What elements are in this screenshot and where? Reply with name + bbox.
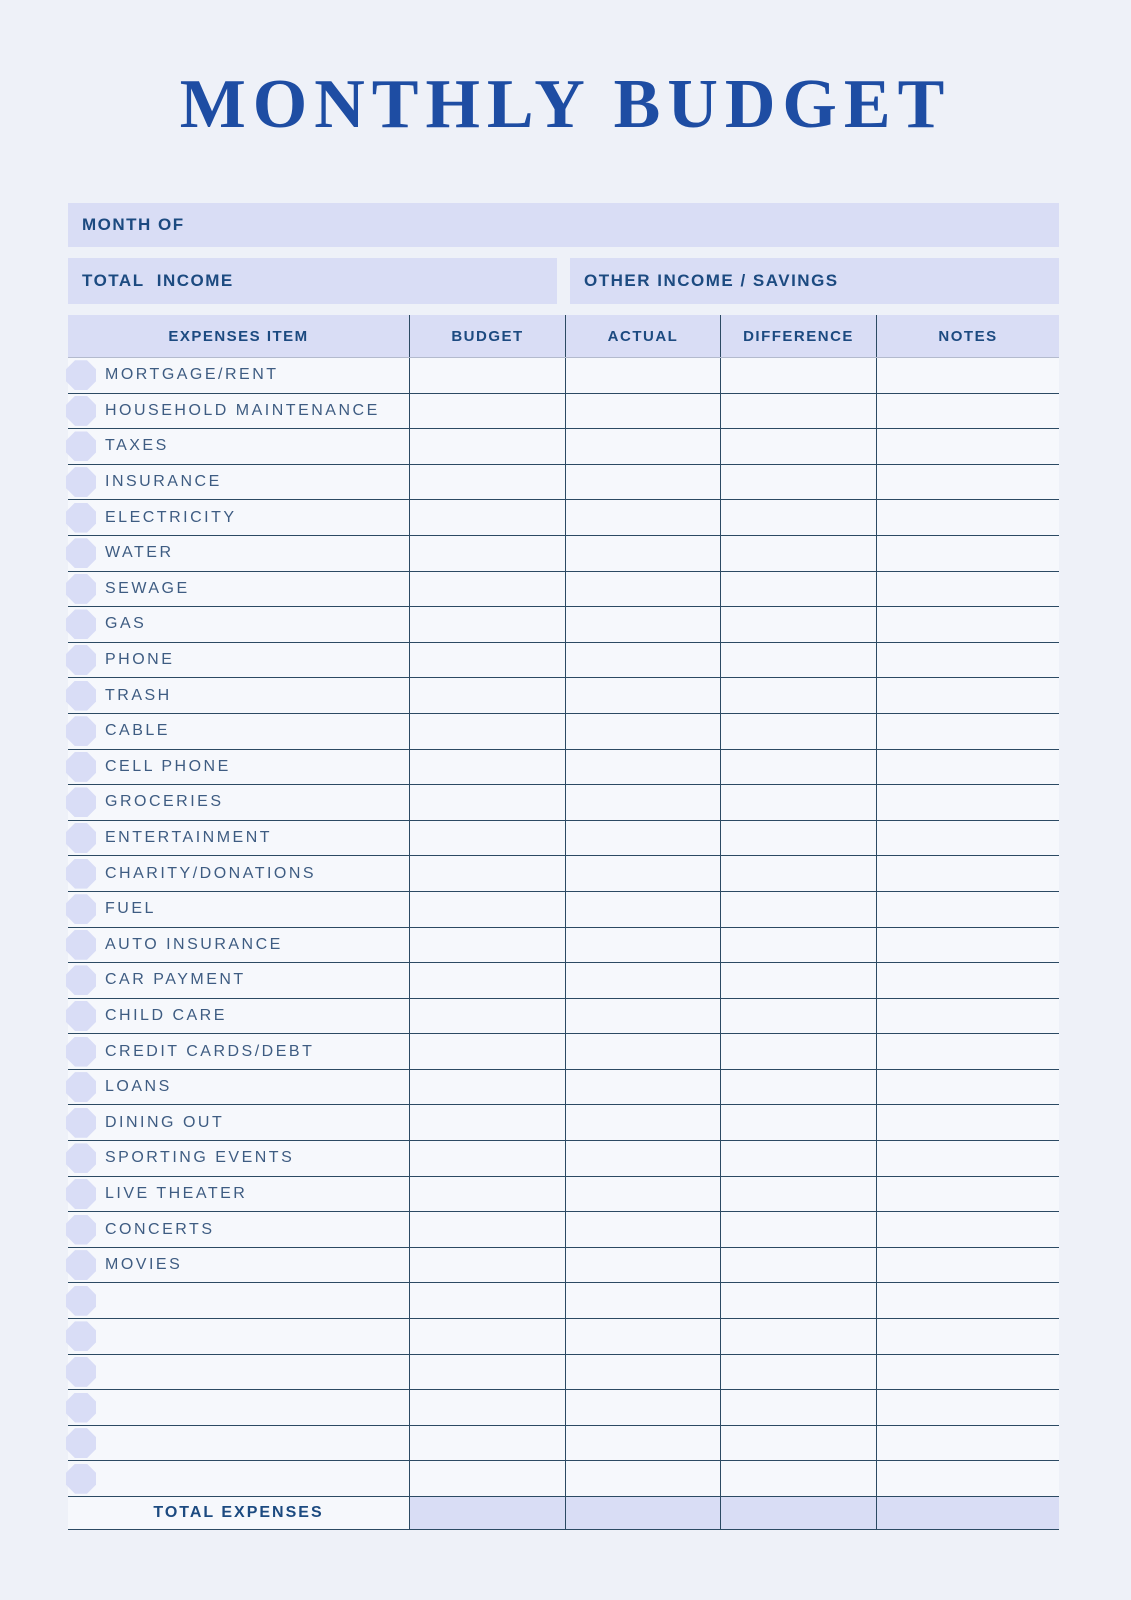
expense-item-label: FUEL xyxy=(105,900,156,918)
difference-cell[interactable] xyxy=(720,1070,876,1105)
actual-cell[interactable] xyxy=(565,1461,720,1496)
actual-cell[interactable] xyxy=(565,999,720,1034)
bullet-icon xyxy=(66,431,96,461)
actual-cell[interactable] xyxy=(565,892,720,927)
budget-cell[interactable] xyxy=(409,643,565,678)
notes-cell[interactable] xyxy=(876,1177,1059,1212)
notes-cell[interactable] xyxy=(876,821,1059,856)
table-row xyxy=(68,785,1059,821)
total-income-label: TOTAL INCOME xyxy=(82,271,234,290)
actual-cell[interactable] xyxy=(565,1355,720,1390)
difference-cell[interactable] xyxy=(720,358,876,393)
expense-item-cell xyxy=(68,1355,409,1390)
difference-cell[interactable] xyxy=(720,856,876,891)
budget-cell[interactable] xyxy=(409,465,565,500)
actual-cell[interactable] xyxy=(565,928,720,963)
bullet-icon xyxy=(66,787,96,817)
expense-item-label: CAR PAYMENT xyxy=(105,971,246,989)
actual-cell[interactable] xyxy=(565,714,720,749)
budget-cell[interactable] xyxy=(409,607,565,642)
expense-item-cell xyxy=(68,678,409,713)
budget-cell[interactable] xyxy=(409,1141,565,1176)
actual-cell[interactable] xyxy=(565,750,720,785)
total-income-bar xyxy=(68,258,557,304)
bullet-icon xyxy=(66,396,96,426)
budget-cell[interactable] xyxy=(409,821,565,856)
expense-item-label: TRASH xyxy=(105,686,172,704)
budget-cell[interactable] xyxy=(409,429,565,464)
actual-cell[interactable] xyxy=(565,1319,720,1354)
budget-cell[interactable] xyxy=(409,1070,565,1105)
expense-item-cell xyxy=(68,1034,409,1069)
table-row xyxy=(68,892,1059,928)
expense-item-label: CELL PHONE xyxy=(105,757,231,775)
table-row xyxy=(68,1461,1059,1497)
actual-cell[interactable] xyxy=(565,536,720,571)
actual-cell[interactable] xyxy=(565,465,720,500)
column-header-notes: NOTES xyxy=(876,315,1059,357)
difference-cell[interactable] xyxy=(720,1248,876,1283)
difference-cell[interactable] xyxy=(720,607,876,642)
budget-cell[interactable] xyxy=(409,358,565,393)
bullet-icon xyxy=(66,965,96,995)
table-row xyxy=(68,928,1059,964)
actual-cell[interactable] xyxy=(565,1283,720,1318)
actual-cell[interactable] xyxy=(565,607,720,642)
budget-cell[interactable] xyxy=(409,1461,565,1496)
budget-cell[interactable] xyxy=(409,1390,565,1425)
expense-item-label: CABLE xyxy=(105,722,170,740)
notes-cell[interactable] xyxy=(876,1283,1059,1318)
table-row xyxy=(68,750,1059,786)
difference-cell[interactable] xyxy=(720,1141,876,1176)
actual-cell[interactable] xyxy=(565,429,720,464)
expense-item-cell xyxy=(68,1070,409,1105)
difference-cell[interactable] xyxy=(720,1105,876,1140)
notes-cell[interactable] xyxy=(876,1390,1059,1425)
notes-cell[interactable] xyxy=(876,643,1059,678)
expense-item-cell xyxy=(68,358,409,393)
expense-item-label: AUTO INSURANCE xyxy=(105,935,283,953)
expense-item-label: CHILD CARE xyxy=(105,1006,227,1024)
notes-cell[interactable] xyxy=(876,572,1059,607)
expense-item-cell xyxy=(68,821,409,856)
table-row xyxy=(68,714,1059,750)
total-expenses-label: TOTAL EXPENSES xyxy=(153,1504,324,1521)
notes-cell[interactable] xyxy=(876,1034,1059,1069)
page-title: MONTHLY BUDGET xyxy=(179,66,952,143)
bullet-icon xyxy=(66,1143,96,1173)
expense-item-cell xyxy=(68,607,409,642)
table-row xyxy=(68,1426,1059,1462)
expense-item-cell xyxy=(68,1177,409,1212)
bullet-icon xyxy=(66,1179,96,1209)
budget-cell[interactable] xyxy=(409,963,565,998)
notes-cell[interactable] xyxy=(876,714,1059,749)
notes-cell[interactable] xyxy=(876,536,1059,571)
budget-cell[interactable] xyxy=(409,785,565,820)
expense-item-label: ENTERTAINMENT xyxy=(105,829,273,847)
difference-cell[interactable] xyxy=(720,572,876,607)
difference-cell[interactable] xyxy=(720,821,876,856)
notes-cell[interactable] xyxy=(876,1461,1059,1496)
difference-cell[interactable] xyxy=(720,1355,876,1390)
difference-cell[interactable] xyxy=(720,1319,876,1354)
difference-cell[interactable] xyxy=(720,394,876,429)
table-row xyxy=(68,1355,1059,1391)
table-header-row xyxy=(68,315,1059,358)
other-income-savings-bar xyxy=(570,258,1059,304)
total-expenses-label-cell xyxy=(68,1497,409,1529)
bullet-icon xyxy=(66,609,96,639)
expense-item-cell xyxy=(68,465,409,500)
expense-item-cell xyxy=(68,1461,409,1496)
expense-item-label: PHONE xyxy=(105,651,175,669)
table-row xyxy=(68,500,1059,536)
difference-cell[interactable] xyxy=(720,999,876,1034)
notes-cell[interactable] xyxy=(876,785,1059,820)
difference-cell[interactable] xyxy=(720,536,876,571)
actual-cell[interactable] xyxy=(565,963,720,998)
expense-item-cell xyxy=(68,1426,409,1461)
notes-cell[interactable] xyxy=(876,1105,1059,1140)
expense-item-cell xyxy=(68,429,409,464)
expense-item-cell xyxy=(68,1212,409,1247)
expense-item-label: MOVIES xyxy=(105,1256,183,1274)
difference-cell[interactable] xyxy=(720,465,876,500)
difference-cell[interactable] xyxy=(720,500,876,535)
total-income-input[interactable] xyxy=(234,258,557,304)
expense-item-label: TAXES xyxy=(105,437,169,455)
table-row xyxy=(68,394,1059,430)
budget-cell[interactable] xyxy=(409,714,565,749)
table-body xyxy=(68,358,1059,1497)
table-row xyxy=(68,856,1059,892)
table-row xyxy=(68,572,1059,608)
budget-cell[interactable] xyxy=(409,999,565,1034)
bullet-icon xyxy=(66,1464,96,1494)
table-row xyxy=(68,821,1059,857)
notes-cell[interactable] xyxy=(876,607,1059,642)
budget-cell[interactable] xyxy=(409,1034,565,1069)
difference-cell[interactable] xyxy=(720,1283,876,1318)
expense-item-label: LIVE THEATER xyxy=(105,1184,248,1202)
bullet-icon xyxy=(66,360,96,390)
notes-cell[interactable] xyxy=(876,358,1059,393)
actual-cell[interactable] xyxy=(565,643,720,678)
bullet-icon xyxy=(66,1215,96,1245)
column-header-difference: DIFFERENCE xyxy=(720,315,876,357)
actual-cell[interactable] xyxy=(565,500,720,535)
difference-cell[interactable] xyxy=(720,785,876,820)
actual-cell[interactable] xyxy=(565,358,720,393)
month-of-bar xyxy=(68,203,1059,247)
expense-item-label: GROCERIES xyxy=(105,793,224,811)
table-row xyxy=(68,1141,1059,1177)
expense-item-label: DINING OUT xyxy=(105,1113,225,1131)
other-income-savings-label: OTHER INCOME / SAVINGS xyxy=(584,271,839,290)
table-row xyxy=(68,963,1059,999)
actual-cell[interactable] xyxy=(565,1426,720,1461)
actual-cell[interactable] xyxy=(565,1141,720,1176)
difference-cell[interactable] xyxy=(720,1034,876,1069)
bullet-icon xyxy=(66,681,96,711)
expense-item-label: GAS xyxy=(105,615,147,633)
notes-cell[interactable] xyxy=(876,1248,1059,1283)
expenses-table xyxy=(68,315,1059,1530)
expense-item-cell xyxy=(68,500,409,535)
actual-cell[interactable] xyxy=(565,1070,720,1105)
table-row xyxy=(68,1248,1059,1284)
bullet-icon xyxy=(66,1321,96,1351)
table-row xyxy=(68,643,1059,679)
expense-item-cell xyxy=(68,1283,409,1318)
expense-item-label: SPORTING EVENTS xyxy=(105,1149,295,1167)
expense-item-cell xyxy=(68,999,409,1034)
expense-item-cell xyxy=(68,1141,409,1176)
expense-item-cell xyxy=(68,750,409,785)
budget-cell[interactable] xyxy=(409,928,565,963)
bullet-icon xyxy=(66,1250,96,1280)
bullet-icon xyxy=(66,859,96,889)
table-row xyxy=(68,358,1059,394)
total-notes-cell[interactable] xyxy=(876,1497,1059,1529)
actual-cell[interactable] xyxy=(565,1105,720,1140)
month-of-label: MONTH OF xyxy=(82,215,185,234)
bullet-icon xyxy=(66,1001,96,1031)
expense-item-label: CONCERTS xyxy=(105,1220,215,1238)
other-income-savings-input[interactable] xyxy=(839,258,1059,304)
expense-item-cell xyxy=(68,643,409,678)
table-row xyxy=(68,999,1059,1035)
actual-cell[interactable] xyxy=(565,785,720,820)
bullet-icon xyxy=(66,823,96,853)
expense-item-label: HOUSEHOLD MAINTENANCE xyxy=(105,401,380,419)
expense-item-label: ELECTRICITY xyxy=(105,508,237,526)
bullet-icon xyxy=(66,1037,96,1067)
notes-cell[interactable] xyxy=(876,429,1059,464)
bullet-icon xyxy=(66,1108,96,1138)
expense-item-cell xyxy=(68,394,409,429)
budget-cell[interactable] xyxy=(409,856,565,891)
expense-item-label: MORTGAGE/RENT xyxy=(105,366,279,384)
total-budget-cell[interactable] xyxy=(409,1497,565,1529)
difference-cell[interactable] xyxy=(720,1390,876,1425)
column-header-expenses-item: EXPENSES ITEM xyxy=(168,327,309,345)
table-row xyxy=(68,607,1059,643)
expense-item-label: LOANS xyxy=(105,1078,172,1096)
bullet-icon xyxy=(66,894,96,924)
difference-cell[interactable] xyxy=(720,643,876,678)
bullet-icon xyxy=(66,1357,96,1387)
notes-cell[interactable] xyxy=(876,1141,1059,1176)
notes-cell[interactable] xyxy=(876,678,1059,713)
budget-cell[interactable] xyxy=(409,1177,565,1212)
difference-cell[interactable] xyxy=(720,1426,876,1461)
column-header-budget: BUDGET xyxy=(409,315,565,357)
difference-cell[interactable] xyxy=(720,963,876,998)
bullet-icon xyxy=(66,574,96,604)
difference-cell[interactable] xyxy=(720,429,876,464)
expense-item-cell xyxy=(68,856,409,891)
bullet-icon xyxy=(66,1286,96,1316)
actual-cell[interactable] xyxy=(565,1390,720,1425)
actual-cell[interactable] xyxy=(565,1248,720,1283)
notes-cell[interactable] xyxy=(876,892,1059,927)
actual-cell[interactable] xyxy=(565,1034,720,1069)
table-row xyxy=(68,1070,1059,1106)
table-row xyxy=(68,1319,1059,1355)
budget-cell[interactable] xyxy=(409,1355,565,1390)
budget-cell[interactable] xyxy=(409,1426,565,1461)
actual-cell[interactable] xyxy=(565,1212,720,1247)
budget-cell[interactable] xyxy=(409,1105,565,1140)
actual-cell[interactable] xyxy=(565,821,720,856)
expense-item-cell xyxy=(68,1248,409,1283)
bullet-icon xyxy=(66,538,96,568)
expense-item-label: SEWAGE xyxy=(105,579,190,597)
expense-item-label: CHARITY/DONATIONS xyxy=(105,864,317,882)
expense-item-cell xyxy=(68,892,409,927)
table-row xyxy=(68,429,1059,465)
difference-cell[interactable] xyxy=(720,750,876,785)
bullet-icon xyxy=(66,1072,96,1102)
budget-cell[interactable] xyxy=(409,500,565,535)
expense-item-label: CREDIT CARDS/DEBT xyxy=(105,1042,315,1060)
expense-item-label: WATER xyxy=(105,544,174,562)
difference-cell[interactable] xyxy=(720,928,876,963)
actual-cell[interactable] xyxy=(565,856,720,891)
notes-cell[interactable] xyxy=(876,1355,1059,1390)
expense-item-cell xyxy=(68,963,409,998)
expense-item-cell xyxy=(68,1105,409,1140)
total-expenses-row xyxy=(68,1497,1059,1530)
table-row xyxy=(68,1105,1059,1141)
notes-cell[interactable] xyxy=(876,856,1059,891)
difference-cell[interactable] xyxy=(720,1461,876,1496)
notes-cell[interactable] xyxy=(876,999,1059,1034)
table-row xyxy=(68,1212,1059,1248)
bullet-icon xyxy=(66,930,96,960)
notes-cell[interactable] xyxy=(876,1426,1059,1461)
notes-cell[interactable] xyxy=(876,465,1059,500)
notes-cell[interactable] xyxy=(876,1212,1059,1247)
bullet-icon xyxy=(66,645,96,675)
total-actual-cell[interactable] xyxy=(565,1497,720,1529)
bullet-icon xyxy=(66,1393,96,1423)
budget-cell[interactable] xyxy=(409,572,565,607)
table-row xyxy=(68,1034,1059,1070)
expense-item-cell xyxy=(68,1390,409,1425)
table-row xyxy=(68,1177,1059,1213)
notes-cell[interactable] xyxy=(876,1070,1059,1105)
difference-cell[interactable] xyxy=(720,1177,876,1212)
notes-cell[interactable] xyxy=(876,750,1059,785)
actual-cell[interactable] xyxy=(565,394,720,429)
table-row xyxy=(68,536,1059,572)
notes-cell[interactable] xyxy=(876,1319,1059,1354)
actual-cell[interactable] xyxy=(565,678,720,713)
budget-cell[interactable] xyxy=(409,1283,565,1318)
difference-cell[interactable] xyxy=(720,892,876,927)
difference-cell[interactable] xyxy=(720,714,876,749)
month-of-input[interactable] xyxy=(185,203,1059,247)
budget-cell[interactable] xyxy=(409,394,565,429)
difference-cell[interactable] xyxy=(720,1212,876,1247)
expense-item-label: INSURANCE xyxy=(105,473,222,491)
total-difference-cell[interactable] xyxy=(720,1497,876,1529)
bullet-icon xyxy=(66,716,96,746)
expense-item-cell xyxy=(68,1319,409,1354)
notes-cell[interactable] xyxy=(876,500,1059,535)
expense-item-cell xyxy=(68,928,409,963)
table-row xyxy=(68,1390,1059,1426)
table-row xyxy=(68,465,1059,501)
bullet-icon xyxy=(66,752,96,782)
notes-cell[interactable] xyxy=(876,963,1059,998)
budget-cell[interactable] xyxy=(409,750,565,785)
notes-cell[interactable] xyxy=(876,928,1059,963)
actual-cell[interactable] xyxy=(565,572,720,607)
actual-cell[interactable] xyxy=(565,1177,720,1212)
table-row xyxy=(68,1283,1059,1319)
notes-cell[interactable] xyxy=(876,394,1059,429)
bullet-icon xyxy=(66,1428,96,1458)
difference-cell[interactable] xyxy=(720,678,876,713)
table-row xyxy=(68,678,1059,714)
expense-item-cell xyxy=(68,714,409,749)
budget-cell[interactable] xyxy=(409,892,565,927)
column-header-actual: ACTUAL xyxy=(565,315,720,357)
expense-item-cell xyxy=(68,536,409,571)
budget-cell[interactable] xyxy=(409,1248,565,1283)
budget-cell[interactable] xyxy=(409,1212,565,1247)
budget-cell[interactable] xyxy=(409,1319,565,1354)
expense-item-cell xyxy=(68,572,409,607)
expense-item-cell xyxy=(68,785,409,820)
bullet-icon xyxy=(66,503,96,533)
budget-cell[interactable] xyxy=(409,678,565,713)
bullet-icon xyxy=(66,467,96,497)
budget-cell[interactable] xyxy=(409,536,565,571)
